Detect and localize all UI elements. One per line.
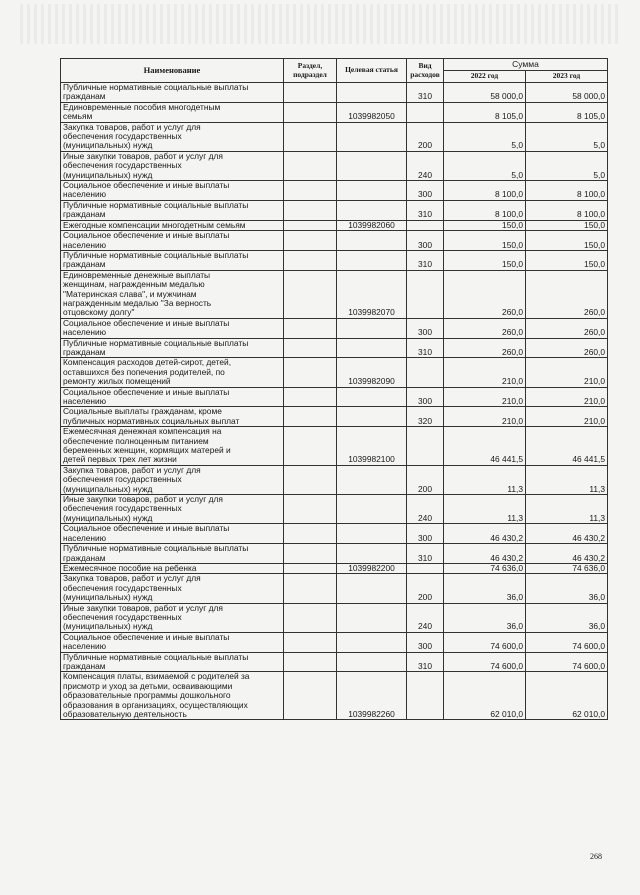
- row-sum-2023: 46 441,5: [526, 427, 608, 466]
- row-name: Ежегодные компенсации многодетным семьям: [61, 220, 284, 230]
- row-sum-2023: 8 105,0: [526, 102, 608, 122]
- row-name: Социальное обеспечение и иные выплаты населению: [61, 387, 284, 407]
- row-section: [284, 524, 337, 544]
- row-name: Единовременные пособия многодетным семьям: [61, 102, 284, 122]
- row-section: [284, 122, 337, 151]
- row-name: Социальные выплаты гражданам, кроме публичных нормативных социальных выплат: [61, 407, 284, 427]
- row-sum-2022: 74 636,0: [444, 563, 526, 573]
- row-section: [284, 151, 337, 180]
- row-sum-2023: 210,0: [526, 407, 608, 427]
- row-name: Публичные нормативные социальные выплаты гражданам: [61, 338, 284, 358]
- row-sum-2023: 74 600,0: [526, 632, 608, 652]
- row-target: [337, 652, 407, 672]
- row-sum-2022: 74 600,0: [444, 652, 526, 672]
- row-sum-2023: 260,0: [526, 318, 608, 338]
- row-target: 1039982200: [337, 563, 407, 573]
- row-target: [337, 231, 407, 251]
- table-row: [61, 387, 608, 407]
- table-row: [61, 250, 608, 270]
- row-expense-type: [407, 358, 444, 387]
- table-row: [61, 318, 608, 338]
- row-section: [284, 220, 337, 230]
- row-sum-2023: 5,0: [526, 122, 608, 151]
- row-expense-type: 300: [407, 632, 444, 652]
- row-sum-2022: 46 430,2: [444, 524, 526, 544]
- row-expense-type: 320: [407, 407, 444, 427]
- table-row: [61, 220, 608, 230]
- row-target: [337, 524, 407, 544]
- row-sum-2023: 62 010,0: [526, 672, 608, 720]
- row-sum-2023: 74 636,0: [526, 563, 608, 573]
- row-sum-2022: 8 105,0: [444, 102, 526, 122]
- row-sum-2022: 210,0: [444, 358, 526, 387]
- col-header-2022: 2022 год: [444, 71, 526, 83]
- row-target: [337, 407, 407, 427]
- row-sum-2023: 11,3: [526, 465, 608, 494]
- row-sum-2022: 46 441,5: [444, 427, 526, 466]
- table-row: [61, 524, 608, 544]
- row-expense-type: 300: [407, 318, 444, 338]
- row-expense-type: 310: [407, 200, 444, 220]
- row-target: [337, 338, 407, 358]
- row-expense-type: [407, 672, 444, 720]
- table-row: [61, 652, 608, 672]
- row-expense-type: 300: [407, 231, 444, 251]
- row-sum-2022: 260,0: [444, 338, 526, 358]
- row-sum-2023: 150,0: [526, 250, 608, 270]
- row-section: [284, 387, 337, 407]
- row-sum-2023: 36,0: [526, 603, 608, 632]
- row-sum-2022: 260,0: [444, 318, 526, 338]
- row-name: Публичные нормативные социальные выплаты гражданам: [61, 200, 284, 220]
- row-section: [284, 200, 337, 220]
- table-row: [61, 102, 608, 122]
- row-target: [337, 200, 407, 220]
- row-sum-2022: 150,0: [444, 250, 526, 270]
- table-row: [61, 200, 608, 220]
- row-name: Закупка товаров, работ и услуг для обеспечения государственных (муниципальных) нужд: [61, 122, 284, 151]
- row-target: [337, 122, 407, 151]
- table-row: [61, 181, 608, 201]
- row-name: Социальное обеспечение и иные выплаты населению: [61, 524, 284, 544]
- row-section: [284, 318, 337, 338]
- table-header: [61, 59, 608, 83]
- row-sum-2023: 46 430,2: [526, 544, 608, 564]
- table-row: [61, 603, 608, 632]
- row-name: Публичные нормативные социальные выплаты гражданам: [61, 250, 284, 270]
- row-sum-2023: 8 100,0: [526, 181, 608, 201]
- row-expense-type: 200: [407, 122, 444, 151]
- table-row: [61, 231, 608, 251]
- row-target: 1039982070: [337, 270, 407, 318]
- row-expense-type: 300: [407, 524, 444, 544]
- row-section: [284, 465, 337, 494]
- row-section: [284, 270, 337, 318]
- row-sum-2023: 74 600,0: [526, 652, 608, 672]
- table-row: [61, 358, 608, 387]
- table-row: [61, 338, 608, 358]
- row-expense-type: 240: [407, 151, 444, 180]
- row-sum-2022: 46 430,2: [444, 544, 526, 564]
- row-name: Закупка товаров, работ и услуг для обеспечения государственных (муниципальных) нужд: [61, 465, 284, 494]
- table-row: [61, 407, 608, 427]
- col-header-target: Целевая статья: [337, 59, 407, 83]
- col-header-sum: Сумма: [444, 59, 608, 71]
- table-body: [61, 83, 608, 720]
- row-target: [337, 544, 407, 564]
- row-name: Публичные нормативные социальные выплаты гражданам: [61, 83, 284, 103]
- row-name: Социальное обеспечение и иные выплаты населению: [61, 181, 284, 201]
- table-row: [61, 427, 608, 466]
- table-row: [61, 495, 608, 524]
- row-expense-type: 300: [407, 181, 444, 201]
- row-sum-2023: 260,0: [526, 270, 608, 318]
- row-expense-type: 310: [407, 338, 444, 358]
- row-section: [284, 83, 337, 103]
- row-sum-2022: 36,0: [444, 574, 526, 603]
- row-section: [284, 603, 337, 632]
- page-number: 268: [590, 852, 602, 861]
- row-name: Социальное обеспечение и иные выплаты населению: [61, 231, 284, 251]
- row-target: [337, 465, 407, 494]
- row-expense-type: 240: [407, 495, 444, 524]
- row-name: Иные закупки товаров, работ и услуг для обеспечения государственных (муниципальных) нужд: [61, 603, 284, 632]
- row-expense-type: 240: [407, 603, 444, 632]
- row-sum-2022: 36,0: [444, 603, 526, 632]
- table-row: [61, 83, 608, 103]
- row-expense-type: 310: [407, 83, 444, 103]
- row-name: Ежемесячная денежная компенсация на обеспечение полноценным питанием беременных женщин, кормящих матерей и детей первых трех лет жизни: [61, 427, 284, 466]
- row-expense-type: 300: [407, 387, 444, 407]
- row-section: [284, 495, 337, 524]
- row-expense-type: 310: [407, 652, 444, 672]
- table-row: [61, 544, 608, 564]
- row-target: 1039982090: [337, 358, 407, 387]
- row-sum-2023: 58 000,0: [526, 83, 608, 103]
- row-section: [284, 632, 337, 652]
- row-section: [284, 574, 337, 603]
- row-sum-2022: 62 010,0: [444, 672, 526, 720]
- row-section: [284, 563, 337, 573]
- row-sum-2022: 5,0: [444, 122, 526, 151]
- row-sum-2022: 260,0: [444, 270, 526, 318]
- row-target: 1039982260: [337, 672, 407, 720]
- row-name: Публичные нормативные социальные выплаты гражданам: [61, 652, 284, 672]
- row-expense-type: [407, 220, 444, 230]
- row-section: [284, 181, 337, 201]
- row-expense-type: [407, 102, 444, 122]
- col-header-section: Раздел, подраздел: [284, 59, 337, 83]
- row-sum-2022: 210,0: [444, 387, 526, 407]
- row-sum-2023: 260,0: [526, 338, 608, 358]
- row-sum-2023: 210,0: [526, 358, 608, 387]
- row-sum-2023: 36,0: [526, 574, 608, 603]
- row-sum-2022: 5,0: [444, 151, 526, 180]
- table-row: [61, 563, 608, 573]
- row-target: [337, 250, 407, 270]
- row-name: Закупка товаров, работ и услуг для обеспечения государственных (муниципальных) нужд: [61, 574, 284, 603]
- row-expense-type: [407, 563, 444, 573]
- table-row: [61, 151, 608, 180]
- row-expense-type: 310: [407, 250, 444, 270]
- row-expense-type: 200: [407, 574, 444, 603]
- row-sum-2022: 58 000,0: [444, 83, 526, 103]
- row-sum-2023: 8 100,0: [526, 200, 608, 220]
- row-sum-2023: 210,0: [526, 387, 608, 407]
- row-section: [284, 427, 337, 466]
- row-sum-2023: 5,0: [526, 151, 608, 180]
- row-sum-2022: 11,3: [444, 465, 526, 494]
- table-row: [61, 672, 608, 720]
- row-sum-2022: 74 600,0: [444, 632, 526, 652]
- scan-artifact: [20, 4, 620, 44]
- row-name: Социальное обеспечение и иные выплаты населению: [61, 632, 284, 652]
- row-sum-2022: 150,0: [444, 231, 526, 251]
- row-section: [284, 231, 337, 251]
- row-section: [284, 652, 337, 672]
- row-target: [337, 387, 407, 407]
- row-name: Иные закупки товаров, работ и услуг для обеспечения государственных (муниципальных) нужд: [61, 151, 284, 180]
- row-target: 1039982100: [337, 427, 407, 466]
- table-row: [61, 632, 608, 652]
- row-name: Публичные нормативные социальные выплаты гражданам: [61, 544, 284, 564]
- row-section: [284, 672, 337, 720]
- row-target: [337, 495, 407, 524]
- row-section: [284, 250, 337, 270]
- row-section: [284, 358, 337, 387]
- table-row: [61, 465, 608, 494]
- row-target: [337, 181, 407, 201]
- col-header-name: Наименование: [61, 59, 284, 83]
- row-target: [337, 83, 407, 103]
- row-target: [337, 151, 407, 180]
- budget-table: [60, 58, 608, 720]
- row-section: [284, 544, 337, 564]
- row-target: 1039982060: [337, 220, 407, 230]
- row-name: Компенсация расходов детей-сирот, детей, оставшихся без попечения родителей, по ремонту жилых помещений: [61, 358, 284, 387]
- row-expense-type: 200: [407, 465, 444, 494]
- col-header-expense-type: Вид расходов: [407, 59, 444, 83]
- row-sum-2023: 150,0: [526, 231, 608, 251]
- row-section: [284, 338, 337, 358]
- row-sum-2023: 11,3: [526, 495, 608, 524]
- row-name: Социальное обеспечение и иные выплаты населению: [61, 318, 284, 338]
- row-target: [337, 318, 407, 338]
- row-name: Единовременные денежные выплаты женщинам, награжденным медалью "Материнская слава", и мужчинам награжденным медалью "За верность отцовскому долгу": [61, 270, 284, 318]
- row-expense-type: [407, 427, 444, 466]
- row-name: Ежемесячное пособие на ребенка: [61, 563, 284, 573]
- table-row: [61, 574, 608, 603]
- row-sum-2022: 8 100,0: [444, 181, 526, 201]
- row-expense-type: [407, 270, 444, 318]
- row-sum-2022: 210,0: [444, 407, 526, 427]
- table-row: [61, 122, 608, 151]
- row-sum-2022: 11,3: [444, 495, 526, 524]
- row-name: Иные закупки товаров, работ и услуг для обеспечения государственных (муниципальных) нужд: [61, 495, 284, 524]
- col-header-2023: 2023 год: [526, 71, 608, 83]
- row-sum-2023: 46 430,2: [526, 524, 608, 544]
- row-target: 1039982050: [337, 102, 407, 122]
- row-sum-2022: 150,0: [444, 220, 526, 230]
- row-target: [337, 632, 407, 652]
- table-row: [61, 270, 608, 318]
- row-name: Компенсация платы, взимаемой с родителей за присмотр и уход за детьми, осваивающими образовательные программы дошкольного образования в организациях, осуществляющих образовательную деятельность: [61, 672, 284, 720]
- row-sum-2023: 150,0: [526, 220, 608, 230]
- row-expense-type: 310: [407, 544, 444, 564]
- row-target: [337, 574, 407, 603]
- row-section: [284, 407, 337, 427]
- row-sum-2022: 8 100,0: [444, 200, 526, 220]
- row-target: [337, 603, 407, 632]
- row-section: [284, 102, 337, 122]
